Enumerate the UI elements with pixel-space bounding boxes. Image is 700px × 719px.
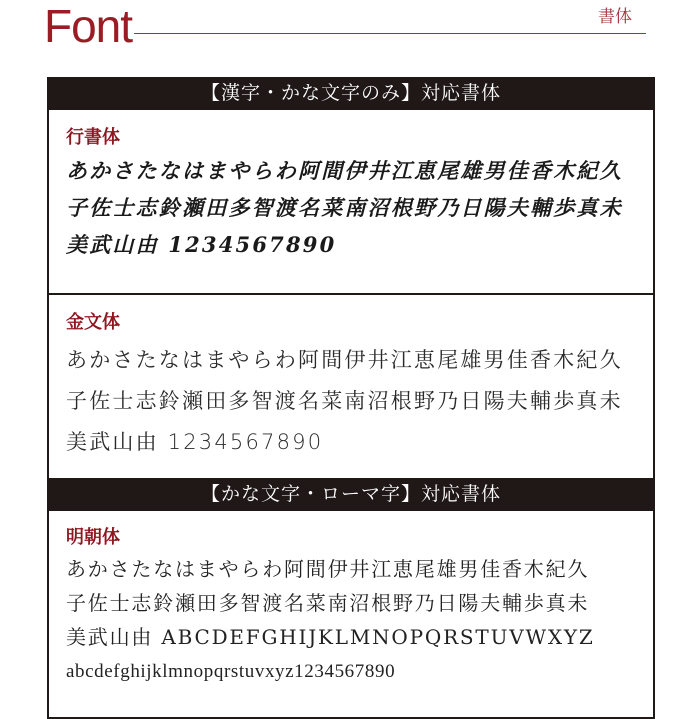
- font-sample-line: 美武山由 1234567890: [66, 232, 337, 257]
- group-banner-kana-roman: 【かな文字・ローマ字】対応書体: [47, 478, 655, 511]
- font-sample-line: 美武山由 ABCDEFGHIJKLMNOPQRSTUVWXYZ: [66, 625, 595, 649]
- font-sample-line: abcdefghijklmnopqrstuvxyz1234567890: [66, 661, 396, 682]
- font-sample-line: あかさたなはまやらわ阿間伊井江恵尾雄男佳香木紀久: [66, 557, 590, 581]
- font-name-kinbun: 金文体: [66, 312, 120, 333]
- page-title: Font: [44, 0, 133, 52]
- font-sample-line: あかさたなはまやらわ阿間伊井江恵尾雄男佳香木紀久: [66, 348, 623, 372]
- page-subtitle: 書体: [598, 7, 632, 27]
- font-sample-line: あかさたなはまやらわ阿間伊井江恵尾雄男佳香木紀久: [66, 158, 623, 183]
- title-rule: [134, 33, 646, 34]
- font-section-kinbun: [49, 295, 653, 478]
- font-sample-line: 美武山由 1234567890: [66, 430, 324, 454]
- font-section-mincho: [49, 511, 653, 685]
- font-sample-line: 子佐士志鈴瀬田多智渡名菜南沼根野乃日陽夫輔歩真未: [66, 389, 623, 413]
- font-samples-panel: [47, 77, 655, 719]
- font-section-gyosho: [49, 110, 653, 293]
- font-sample-line: 子佐士志鈴瀬田多智渡名菜南沼根野乃日陽夫輔歩真未: [66, 195, 623, 220]
- font-name-gyosho: 行書体: [66, 127, 120, 148]
- group-banner-kanji-kana: 【漢字・かな文字のみ】対応書体: [47, 77, 655, 110]
- font-sample-line: 子佐士志鈴瀬田多智渡名菜南沼根野乃日陽夫輔歩真未: [66, 591, 590, 615]
- font-name-mincho: 明朝体: [66, 527, 120, 548]
